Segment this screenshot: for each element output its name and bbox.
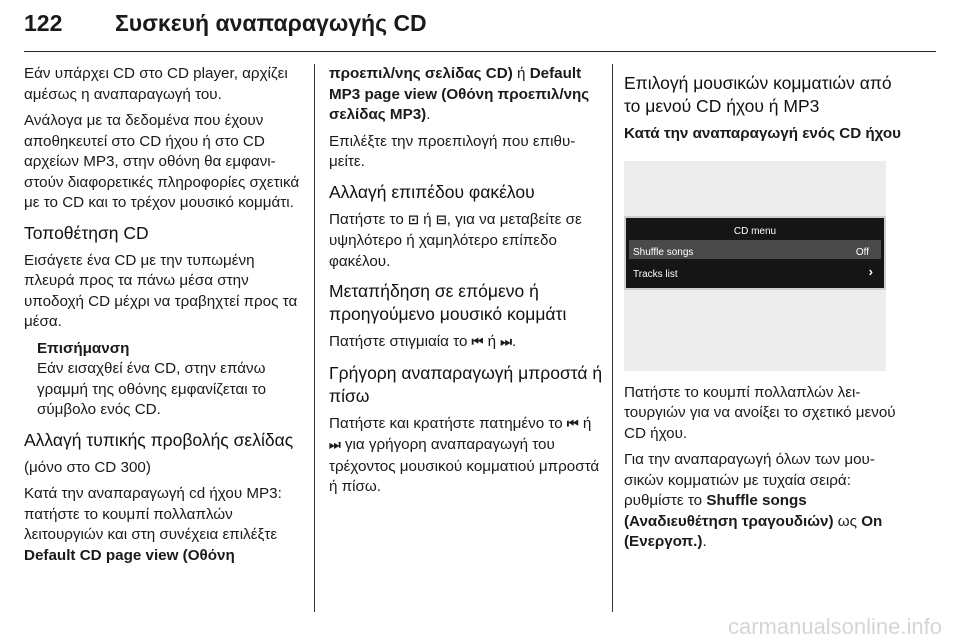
previous-track-icon: ⏮ <box>471 335 484 350</box>
column-3 <box>624 64 902 559</box>
paragraph-text: ως <box>833 512 862 530</box>
column-2 <box>329 64 603 504</box>
paragraph-text: ή <box>483 333 501 350</box>
note-text: Εάν εισαχθεί ένα CD, στην επάνω γραμμή της οθόνης εμφανίζεται το σύμβολο ενός CD. <box>37 360 267 418</box>
paragraph <box>329 414 603 498</box>
subsection-heading: Κατά την αναπαραγωγή ενός CD ήχου <box>624 125 901 142</box>
paragraph <box>329 210 603 273</box>
paragraph-text: , για να μεταβείτε σε υψηλότερο ή χαμηλότερο επίπεδο φακέλου. <box>329 210 582 270</box>
section-heading-skip-track: Μεταπήδηση σε επόμενο ή προηγούμενο μουσικό κομμάτι <box>329 281 567 324</box>
paragraph: Εάν υπάρχει CD στο CD player, αρχίζει αμέσως η αναπαραγωγή του. <box>24 65 288 103</box>
folder-down-icon: ⊟ <box>435 212 447 228</box>
paragraph-text: Πατήστε στιγμιαία το <box>329 333 472 350</box>
menu-item-value: Off <box>855 246 869 258</box>
chevron-right-icon: › <box>868 263 873 279</box>
paragraph <box>624 450 902 553</box>
paragraph-text: Κατά την αναπαραγωγή cd ήχου MP3: πατήστε το κουμπί πολλαπλών λειτουργιών και στη συνέχεια επιλέξτε <box>24 485 282 543</box>
section-heading-track-select: Επιλογή μουσικών κομματιών από το μενού CD ήχου ή MP3 <box>624 73 892 116</box>
section-heading-folder-level: Αλλαγή επιπέδου φακέλου <box>329 181 535 202</box>
paragraph-text: . <box>702 533 707 550</box>
menu-item-shuffle-songs[interactable] <box>629 240 881 259</box>
paragraph-text: Πατήστε το <box>329 210 409 228</box>
paragraph-text: Πατήστε και κρατήστε πατημένο το <box>329 414 567 432</box>
page-header <box>24 0 936 58</box>
next-track-icon: ⏭ <box>500 335 512 350</box>
paragraph-text: ή <box>578 414 592 432</box>
paragraph: (μόνο στο CD 300) <box>24 458 151 476</box>
menu-option-text: προεπιλ/νης σελίδας CD) <box>329 65 513 82</box>
menu-item-tracks-list[interactable] <box>629 262 881 281</box>
paragraph <box>24 484 304 566</box>
cd-menu <box>624 216 886 290</box>
paragraph: Εισάγετε ένα CD με την τυπωμένη πλευρά προς τα πάνω μέσα στην υποδοχή CD μέχρι να τραβηχτεί προς τα μέσα. <box>24 251 298 330</box>
paragraph-text: για γρήγορη αναπαραγωγή του τρέχοντος μουσικού κομματιού μπροστά ή πίσω. <box>329 436 600 495</box>
note-title: Επισήμανση <box>37 339 130 357</box>
note-box <box>37 339 304 421</box>
rewind-icon: ⏮ <box>566 416 579 432</box>
display-screenshot <box>624 161 886 371</box>
paragraph: Επιλέξτε την προεπιλογή που επιθυμείτε. <box>329 132 576 170</box>
page-number: 122 <box>24 10 63 36</box>
column-1 <box>24 64 304 572</box>
fast-forward-icon: ⏭ <box>329 438 341 453</box>
menu-option-text: Default MP3 page view (Οθόνη προεπιλ/νης σελίδας MP3) <box>329 65 590 123</box>
watermark: carmanualsonline.info <box>727 614 942 639</box>
paragraph <box>329 64 603 126</box>
menu-item-label: Shuffle songs <box>633 246 694 258</box>
page-title: Συσκευή αναπαραγωγής CD <box>115 10 427 36</box>
paragraph-text: ή <box>418 210 436 228</box>
paragraph-text: ή <box>512 65 530 82</box>
column-divider-2 <box>612 64 613 612</box>
section-heading-fast-play: Γρήγορη αναπαραγωγή μπροστά ή πίσω <box>329 362 603 406</box>
paragraph-text: . <box>511 333 517 350</box>
folder-up-icon: ⊡ <box>408 212 419 228</box>
cd-menu-title: CD menu <box>733 225 777 237</box>
paragraph-text: Για την αναπαραγωγή όλων των μουσικών κομματιών με τυχαία σειρά: ρυθμίστε το <box>624 451 875 509</box>
menu-option-text: Shuffle songs (Αναδιευθέτηση τραγουδιών) <box>624 492 834 530</box>
paragraph-text: . <box>426 106 431 123</box>
menu-option-text: Default CD page view (Οθόνη <box>24 546 235 564</box>
menu-item-label: Tracks list <box>633 268 678 280</box>
column-divider-1 <box>314 64 315 612</box>
section-heading-insert-cd: Τοποθέτηση CD <box>24 222 149 243</box>
section-heading-page-view: Αλλαγή τυπικής προβολής σελίδας <box>24 429 294 450</box>
menu-option-text: On (Ενεργοπ.) <box>624 512 883 550</box>
paragraph <box>329 332 603 354</box>
paragraph: Πατήστε το κουμπί πολλαπλών λειτουργιών για να ανοίξει το σχετικό μενού CD ήχου. <box>624 383 896 442</box>
paragraph: Ανάλογα με τα δεδομένα που έχουν αποθηκευτεί στο CD ήχου ή στο CD αρχείων MP3, στην οθόνη θα εμφανιστούν διαφορετικές πληροφορίες σχετικά με το CD και το τρέχον μουσικό κομμάτι. <box>24 112 300 211</box>
header-divider <box>24 51 936 52</box>
